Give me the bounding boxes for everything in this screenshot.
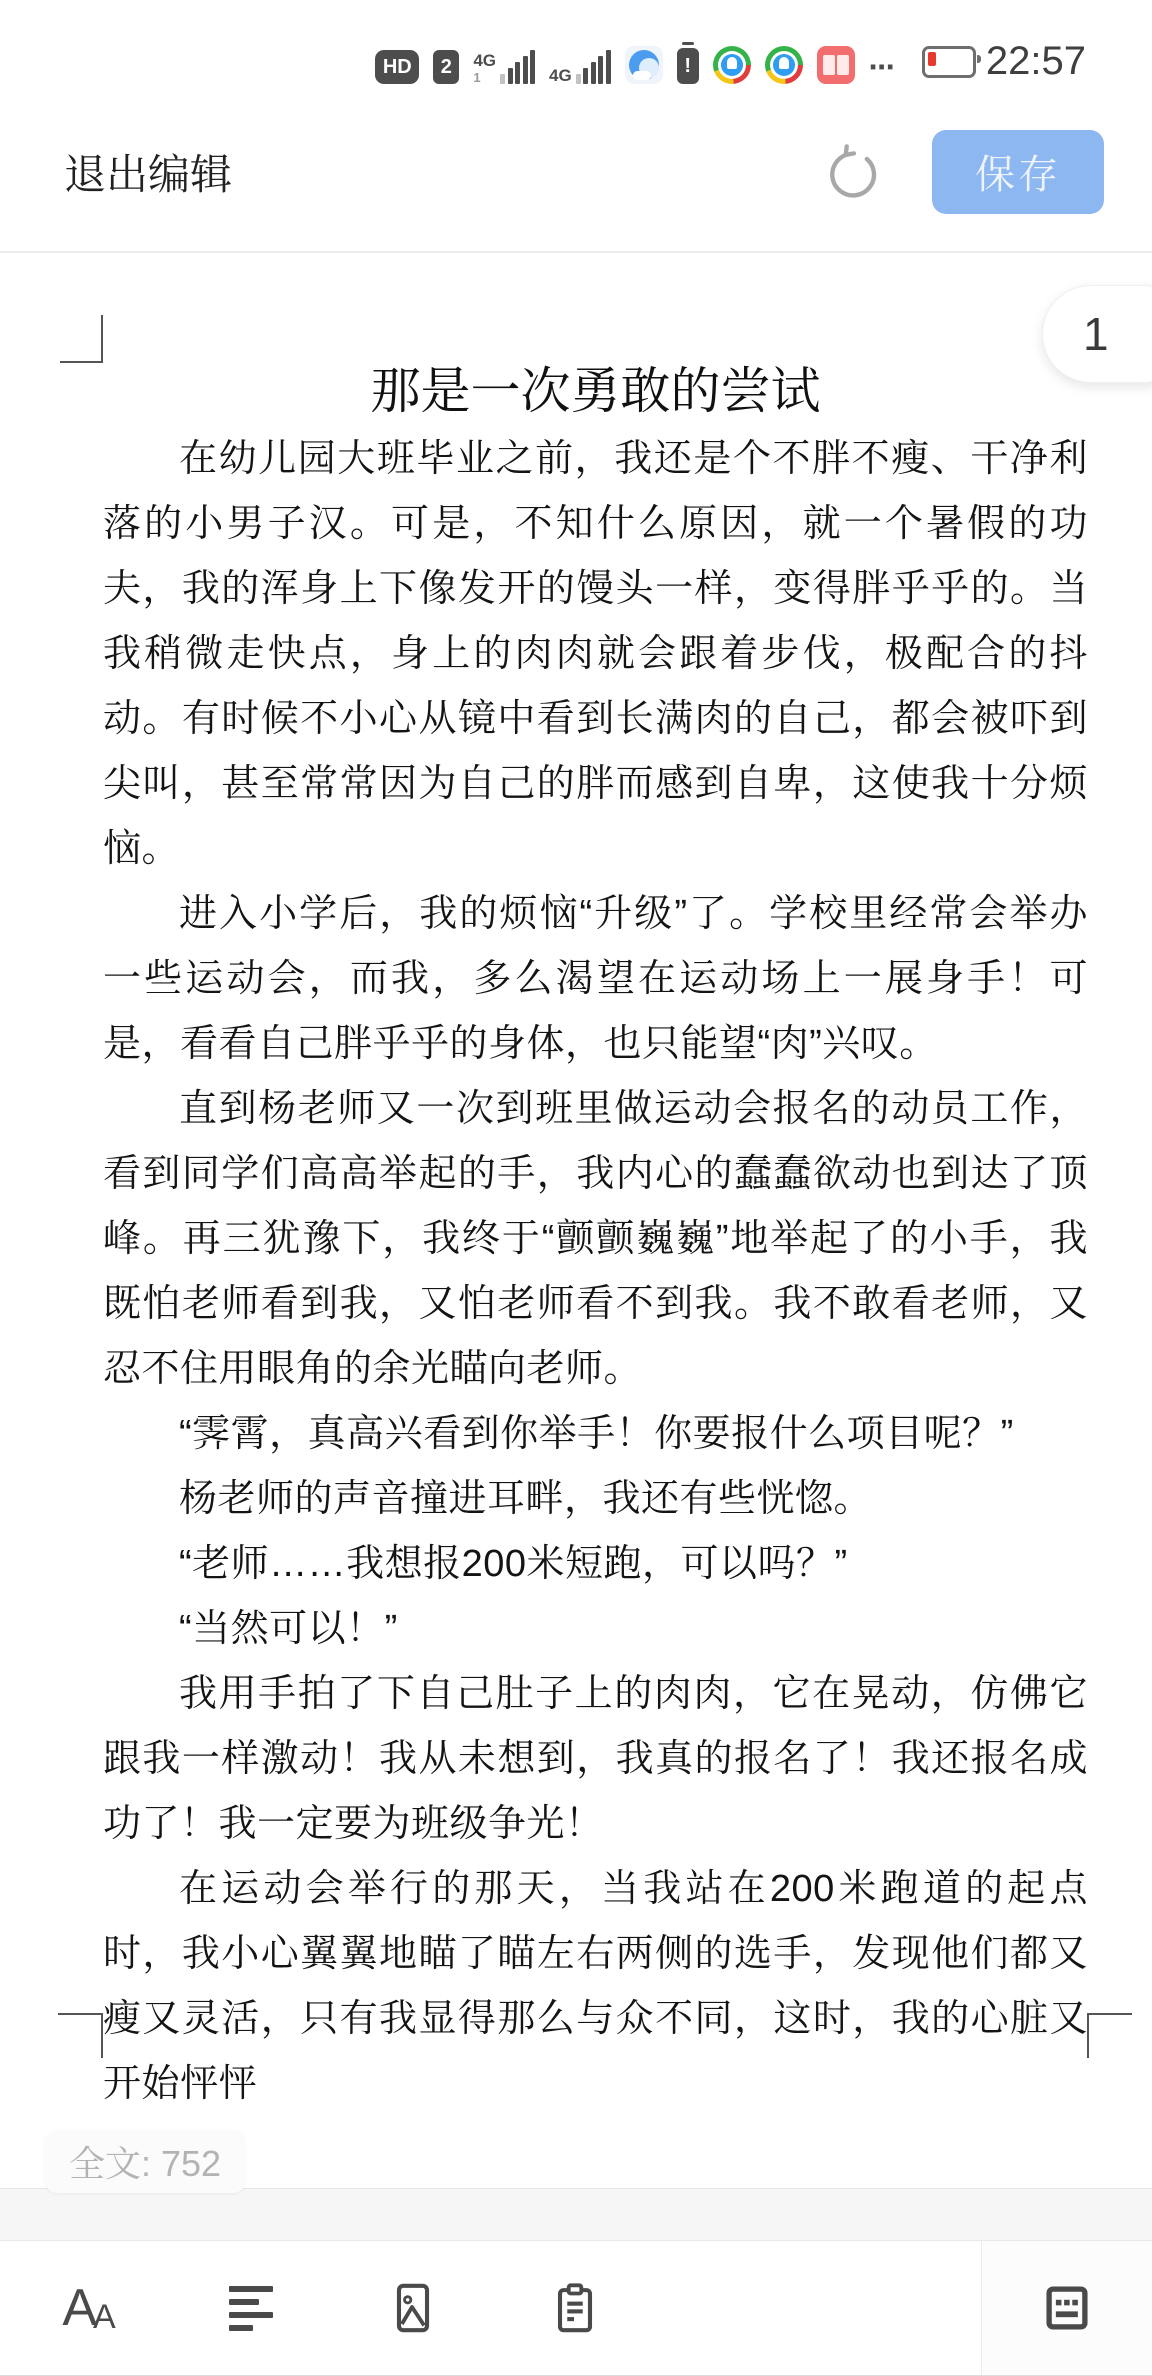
- status-icons-cluster: [375, 44, 896, 84]
- reading-app-notification-icon: [817, 46, 855, 84]
- paragraph-format-button[interactable]: [220, 2277, 282, 2339]
- status-bar: [0, 0, 1152, 92]
- image-icon: [384, 2279, 442, 2337]
- browser-app-notification-icon: [625, 46, 663, 84]
- font-style-button[interactable]: [58, 2277, 120, 2339]
- paragraph[interactable]: 杨老师的声音撞进耳畔，我还有些恍惚。: [179, 1478, 873, 1520]
- edit-toolbar: [0, 92, 1152, 253]
- signal-strength-1-icon: [473, 50, 535, 84]
- paragraph[interactable]: 在幼儿园大班毕业之前，我还是个不胖不瘦、干净利落的小男子汉。可是，不知什么原因，就一个暑假的功夫，我的浑身上下像发开的馒头一样，变得胖乎乎的。当我稍微走快点，身上的肉肉就会跟着步伐，极配合的抖动。有时候不小心从镜中看到长满肉的自己，都会被吓到尖叫，甚至常常因为自己的胖而感到自卑，这使我十分烦恼。: [103, 438, 1088, 870]
- keyboard-toggle-button[interactable]: [1036, 2277, 1098, 2339]
- font-icon: A A: [62, 2279, 116, 2337]
- page-number: 1: [1083, 308, 1109, 360]
- margin-corner-top-left: [60, 315, 103, 363]
- more-notifications-icon: ⋯: [868, 52, 897, 82]
- network-type-label: 4G: [549, 66, 572, 85]
- battery-alert-icon: !: [677, 48, 699, 84]
- network-type-label: 4G: [473, 51, 496, 70]
- hd-volte-icon: HD: [375, 50, 419, 84]
- document-body[interactable]: [103, 427, 1088, 2117]
- word-count-badge: 全文: 752: [45, 2130, 245, 2193]
- paragraph[interactable]: 直到杨老师又一次到班里做运动会报名的动员工作，看到同学们高高举起的手，我内心的蠢蠢欲动也到达了顶峰。再三犹豫下，我终于“颤颤巍巍”地举起了的小手，我既怕老师看到我，又怕老师看不到我。我不敢看老师，又忍不住用眼角的余光瞄向老师。: [103, 1088, 1088, 1390]
- undo-icon: [824, 143, 882, 201]
- app-notification-icon-2: [765, 46, 803, 84]
- paragraph[interactable]: “老师……我想报200米短跑，可以吗？”: [179, 1543, 848, 1585]
- keyboard-icon: [1038, 2279, 1096, 2337]
- sim-slot-label: 1: [473, 70, 481, 85]
- app-notification-icon-1: [713, 46, 751, 84]
- undo-button[interactable]: [822, 141, 884, 203]
- clipboard-icon: [546, 2279, 604, 2337]
- paragraph-align-icon: [229, 2286, 273, 2331]
- battery-icon: [922, 46, 976, 78]
- signal-strength-2-icon: [549, 50, 611, 84]
- bottom-toolbar: [0, 2240, 1152, 2376]
- clipboard-button[interactable]: [544, 2277, 606, 2339]
- save-button[interactable]: 保存: [932, 130, 1104, 214]
- margin-corner-bottom-right: [1087, 2013, 1132, 2058]
- paragraph[interactable]: 我用手拍了下自己肚子上的肉肉，它在晃动，仿佛它跟我一样激动！我从未想到，我真的报名了！我还报名成功了！我一定要为班级争光！: [103, 1673, 1088, 1845]
- paragraph[interactable]: 在运动会举行的那天，当我站在200米跑道的起点时，我小心翼翼地瞄了瞄左右两侧的选手，发现他们都又瘦又灵活，只有我显得那么与众不同，这时，我的心脏又开始怦怦: [103, 1868, 1088, 2105]
- document-page[interactable]: [0, 255, 1152, 2188]
- paragraph[interactable]: 进入小学后，我的烦恼“升级”了。学校里经常会举办一些运动会，而我，多么渴望在运动场上一展身手！可是，看看自己胖乎乎的身体，也只能望“肉”兴叹。: [103, 893, 1088, 1065]
- footer-strip: [0, 2188, 1152, 2240]
- sim2-icon: 2: [433, 50, 459, 84]
- document-title[interactable]: 那是一次勇敢的尝试: [370, 363, 821, 419]
- paragraph[interactable]: “霁霄，真高兴看到你举手！你要报什么项目呢？”: [179, 1413, 1014, 1455]
- margin-corner-bottom-left: [58, 2013, 103, 2058]
- insert-image-button[interactable]: [382, 2277, 444, 2339]
- clock: 22:57: [985, 39, 1086, 83]
- exit-edit-button[interactable]: 退出编辑: [64, 150, 233, 198]
- paragraph[interactable]: “当然可以！”: [179, 1608, 398, 1650]
